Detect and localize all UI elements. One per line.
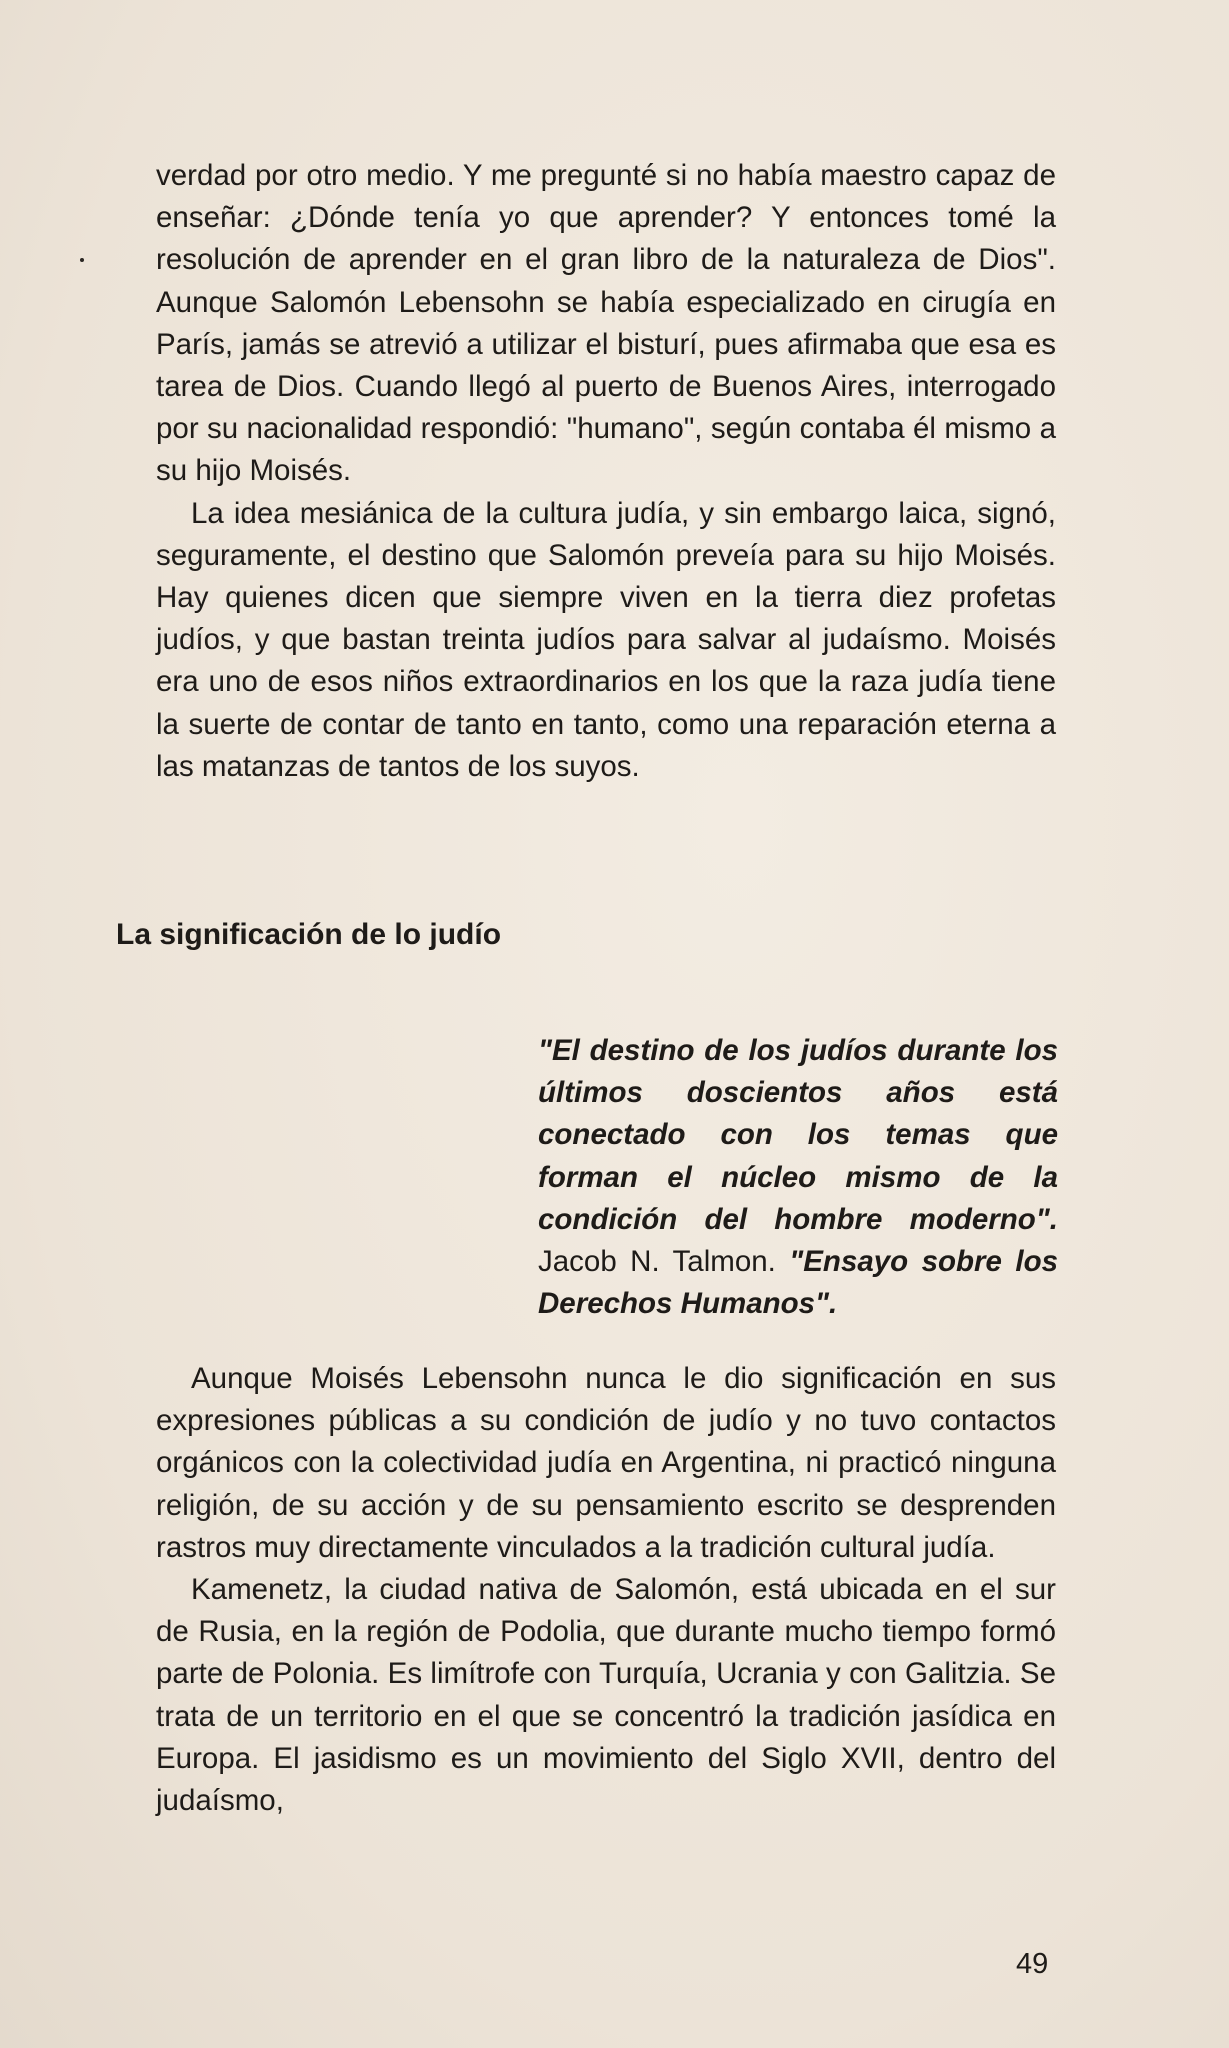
paragraph: Aunque Moisés Lebensohn nunca le dio significación en sus expresiones públicas a su condición de judío y no tuvo contactos orgánicos con la colectividad judía en Argentina, ni practicó ninguna religión, de su acción y de su pensamiento escrito se desprenden rastros muy directamente vinculados a la tradición cultural judía. (156, 1362, 1056, 1564)
section-heading: La significación de lo judío (116, 918, 502, 951)
margin-dot (80, 258, 84, 262)
epigraph-source: "Ensayo sobre los Derechos Humanos". (538, 1245, 1058, 1321)
epigraph-quote: "El destino de los judíos durante los últimos doscientos años está conectado con los temas que forman el núcleo mismo de la condición del hombre moderno". (538, 1034, 1058, 1236)
text-block-bottom (156, 1358, 1056, 1822)
epigraph (538, 1030, 1058, 1325)
paragraph: Kamenetz, la ciudad nativa de Salomón, está ubicada en el sur de Rusia, en la región de Podolia, que durante mucho tiempo formó parte de Polonia. Es limítrofe con Turquía, Ucrania y con Galitzia. Se trata de un territorio en el que se concentró la tradición jasídica en Europa. El jasidismo es un movimiento del Siglo XVII, dentro del judaísmo, (156, 1573, 1056, 1818)
epigraph-author: Jacob N. Talmon. (538, 1245, 776, 1279)
text-block-top (156, 155, 1056, 788)
paragraph: La idea mesiánica de la cultura judía, y sin embargo laica, signó, seguramente, el destino que Salomón preveía para su hijo Moisés. Hay quienes dicen que siempre viven en la tierra diez profetas judíos, y que bastan treinta judíos para salvar al judaísmo. Moisés era uno de esos niños extraordinarios en los que la raza judía tiene la suerte de contar de tanto en tanto, como una reparación eterna a las matanzas de tantos de los suyos. (156, 496, 1056, 783)
page-number: 49 (1016, 1948, 1049, 1980)
paragraph: verdad por otro medio. Y me pregunté si no había maestro capaz de enseñar: ¿Dónde tenía yo que aprender? Y entonces tomé la resolución de aprender en el gran libro de la naturaleza de Dios". Aunque Salomón Lebensohn se había especializado en cirugía en París, jamás se atrevió a utilizar el bisturí, pues afirmaba que esa es tarea de Dios. Cuando llegó al puerto de Buenos Aires, interrogado por su nacionalidad respondió: "humano", según contaba él mismo a su hijo Moisés. (156, 159, 1056, 488)
